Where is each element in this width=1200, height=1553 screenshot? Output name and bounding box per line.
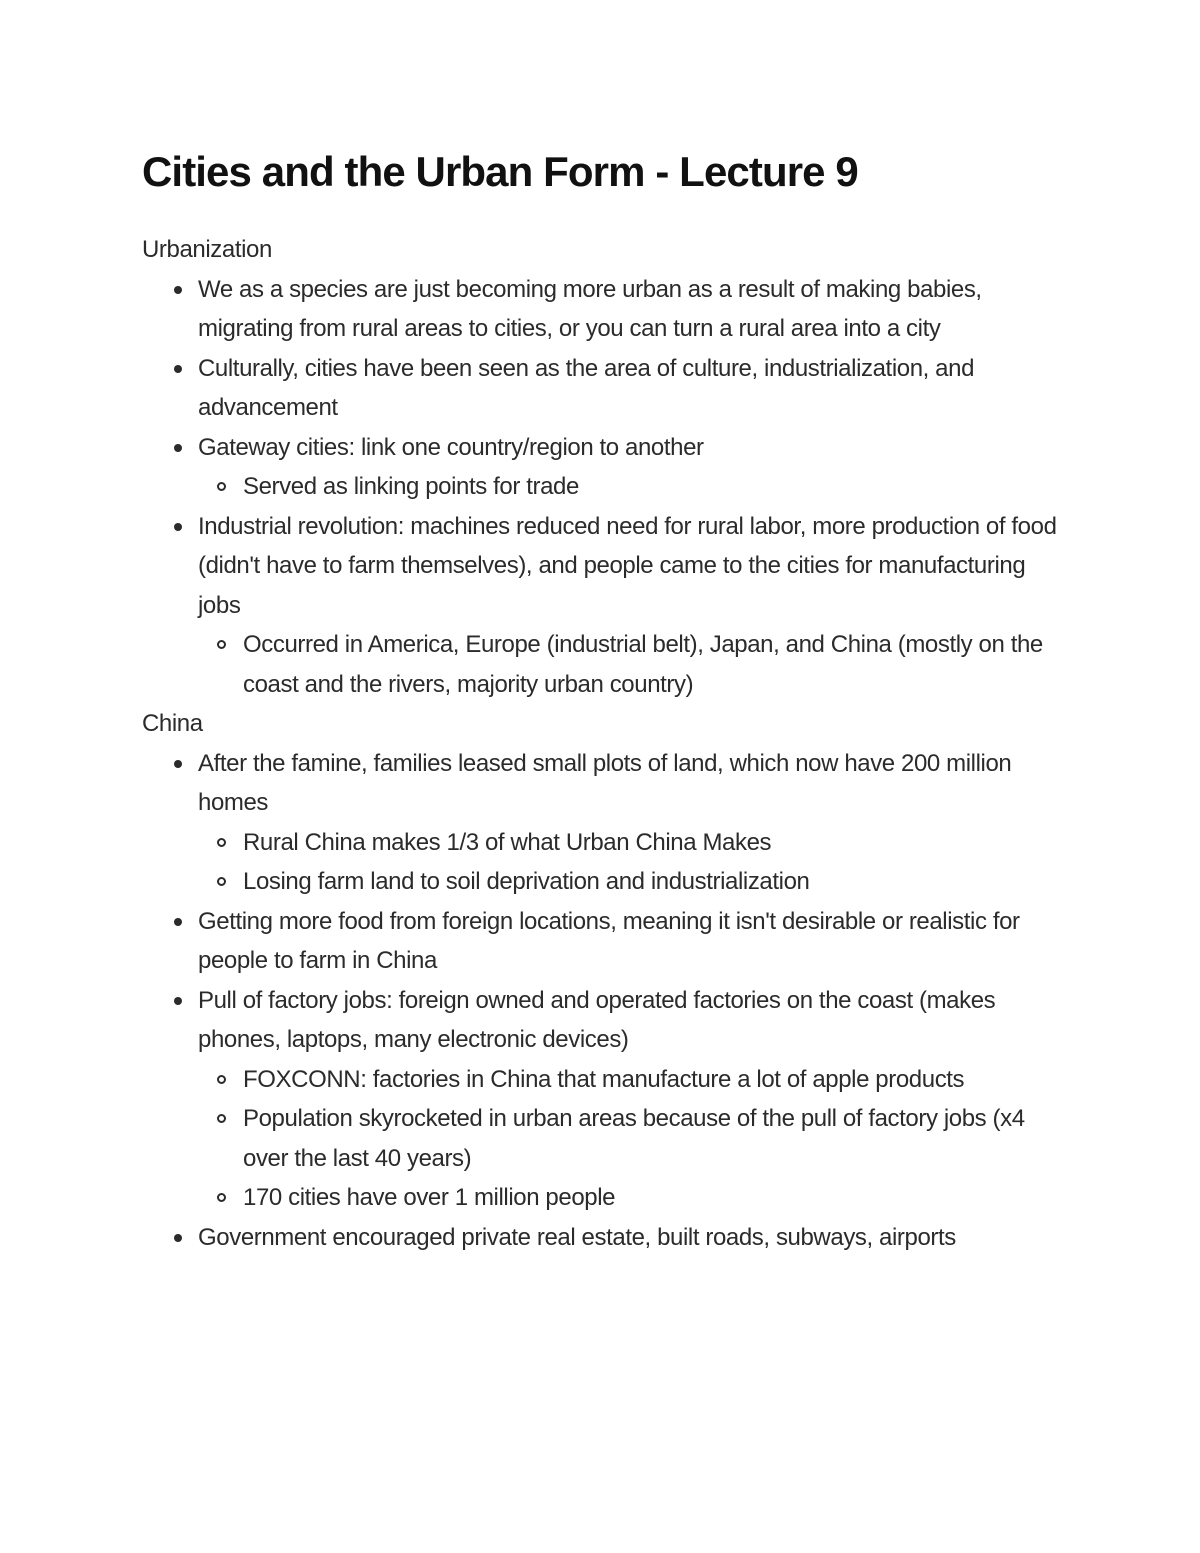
sub-list-item-text: Served as linking points for trade (243, 473, 579, 500)
list-item-text: After the famine, families leased small plots of land, which now have 200 million homes (198, 749, 1012, 816)
list-item-text: Gateway cities: link one country/region to another (198, 433, 704, 461)
bullet-icon (174, 523, 182, 531)
sub-list-item (142, 1060, 1072, 1100)
hollow-bullet-icon (217, 640, 226, 649)
sub-list-item-text: Population skyrocketed in urban areas because of the pull of factory jobs (x4 over the last 40 years) (243, 1105, 1025, 1172)
section-heading-china: China (142, 710, 203, 737)
bullet-icon (174, 997, 182, 1005)
sub-list-item-text: 170 cities have over 1 million people (243, 1184, 616, 1211)
section-heading-urbanization: Urbanization (142, 236, 272, 263)
list-item (142, 428, 1072, 468)
list-item (142, 507, 1072, 626)
list-item-text: Government encouraged private real estate, built roads, subways, airports (198, 1223, 956, 1251)
list-item (142, 1218, 1072, 1258)
hollow-bullet-icon (217, 877, 226, 886)
sub-list-item (142, 467, 1072, 507)
bullet-icon (174, 1234, 182, 1242)
hollow-bullet-icon (217, 482, 226, 491)
sub-list-item-text: Losing farm land to soil deprivation and industrialization (243, 868, 810, 895)
sub-list-item (142, 1099, 1072, 1178)
sub-list-item (142, 1178, 1072, 1218)
list-item (142, 270, 1072, 349)
hollow-bullet-icon (217, 1075, 226, 1084)
bullet-icon (174, 365, 182, 373)
list-item-text: We as a species are just becoming more urban as a result of making babies, migrating from rural areas to cities, or you can turn a rural area into a city (198, 275, 982, 342)
list-item-text: Industrial revolution: machines reduced need for rural labor, more production of food (didn't have to farm themselves), and people came to the cities for manufacturing jobs (198, 512, 1057, 619)
page-title: Cities and the Urban Form - Lecture 9 (142, 148, 858, 195)
list-item (142, 744, 1072, 823)
sub-list-item-text: FOXCONN: factories in China that manufacture a lot of apple products (243, 1065, 965, 1093)
list-item (142, 981, 1072, 1060)
list-item (142, 902, 1072, 981)
list-item-text: Getting more food from foreign locations, meaning it isn't desirable or realistic for people to farm in China (198, 907, 1020, 974)
sub-list-item-text: Rural China makes 1/3 of what Urban China Makes (243, 828, 772, 856)
sub-list-item-text: Occurred in America, Europe (industrial belt), Japan, and China (mostly on the coast and the rivers, majority urban country) (243, 631, 1043, 698)
bullet-icon (174, 286, 182, 294)
list-item (142, 349, 1072, 428)
list-item-text: Culturally, cities have been seen as the area of culture, industrialization, and advancement (198, 354, 975, 421)
document-page (142, 142, 1072, 1257)
hollow-bullet-icon (217, 838, 226, 847)
list-item-text: Pull of factory jobs: foreign owned and operated factories on the coast (makes phones, laptops, many electronic devices) (198, 986, 996, 1053)
bullet-icon (174, 918, 182, 926)
sub-list-item (142, 625, 1072, 704)
bullet-icon (174, 444, 182, 452)
sub-list-item (142, 823, 1072, 863)
bullet-list-china (142, 744, 1072, 1258)
bullet-icon (174, 760, 182, 768)
bullet-list-urbanization (142, 270, 1072, 705)
hollow-bullet-icon (217, 1114, 226, 1123)
sub-list-item (142, 862, 1072, 902)
hollow-bullet-icon (217, 1193, 226, 1202)
